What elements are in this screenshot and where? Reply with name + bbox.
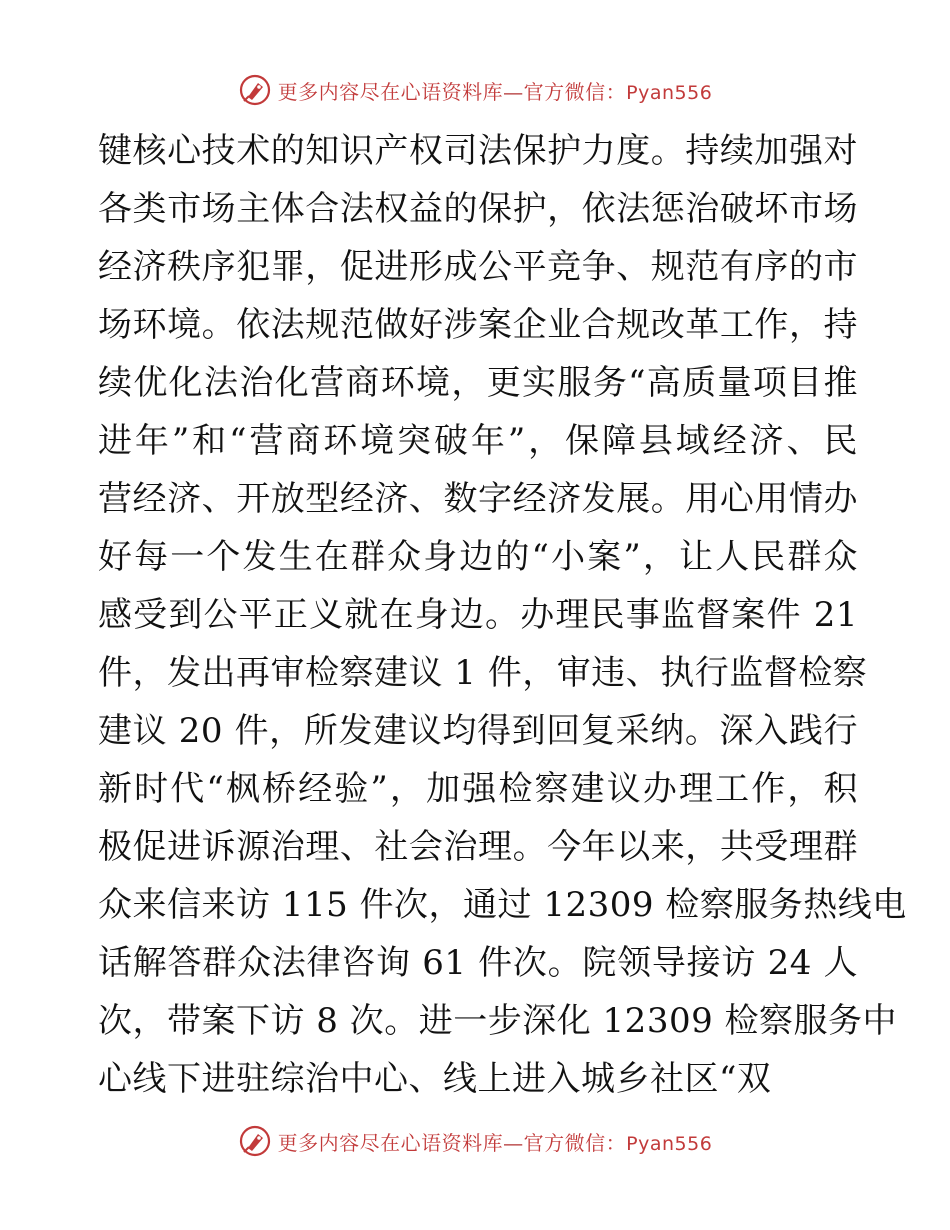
body-line: 场环境。依法规范做好涉案企业合规改革工作，持: [98, 305, 858, 345]
pen-nib-circle-icon: [238, 1124, 272, 1158]
body-line: 次，带案下访 8 次。进一步深化 12309 检察服务中: [98, 1001, 898, 1041]
body-line: 众来信来访 115 件次，通过 12309 检察服务热线电: [98, 885, 907, 925]
body-line: 续优化法治化营商环境，更实服务“高质量项目推: [98, 363, 858, 403]
body-line: 极促进诉源治理、社会治理。今年以来，共受理群: [98, 827, 858, 867]
body-line: 键核心技术的知识产权司法保护力度。持续加强对: [98, 131, 858, 171]
body-line: 营经济、开放型经济、数字经济发展。用心用情办: [98, 479, 858, 519]
body-line: 好每一个发生在群众身边的“小案”，让人民群众: [98, 537, 858, 577]
body-line: 感受到公平正义就在身边。办理民事监督案件 21: [98, 595, 858, 635]
body-line: 话解答群众法律咨询 61 件次。院领导接访 24 人: [98, 943, 858, 983]
body-line: 心线下进驻综治中心、线上进入城乡社区“双: [98, 1059, 772, 1099]
body-line: 经济秩序犯罪，促进形成公平竞争、规范有序的市: [98, 247, 858, 287]
watermark-separator: —: [503, 79, 524, 104]
body-line: 各类市场主体合法权益的保护，依法惩治破坏市场: [98, 189, 858, 229]
document-body: [98, 122, 907, 1108]
watermark-brand: 更多内容尽在心语资料库: [277, 1130, 504, 1155]
pen-nib-circle-icon: [238, 73, 272, 107]
watermark-wechat-id: Pyan556: [626, 1132, 713, 1155]
body-line: 建议 20 件，所发建议均得到回复采纳。深入践行: [98, 711, 858, 751]
watermark-wechat-label: 官方微信：: [523, 79, 627, 104]
body-line: 新时代“枫桥经验”，加强检察建议办理工作，积: [98, 769, 858, 809]
footer-watermark: [0, 1121, 950, 1161]
watermark-wechat-label: 官方微信：: [523, 1130, 627, 1155]
watermark-separator: —: [503, 1130, 524, 1155]
watermark-brand: 更多内容尽在心语资料库: [277, 79, 504, 104]
body-line: 进年”和“营商环境突破年”，保障县域经济、民: [98, 421, 858, 461]
watermark-wechat-id: Pyan556: [626, 81, 713, 104]
watermark-text: [278, 1127, 713, 1156]
header-watermark: [0, 70, 950, 110]
watermark-text: [278, 76, 713, 105]
body-line: 件，发出再审检察建议 1 件，审违、执行监督检察: [98, 653, 868, 693]
